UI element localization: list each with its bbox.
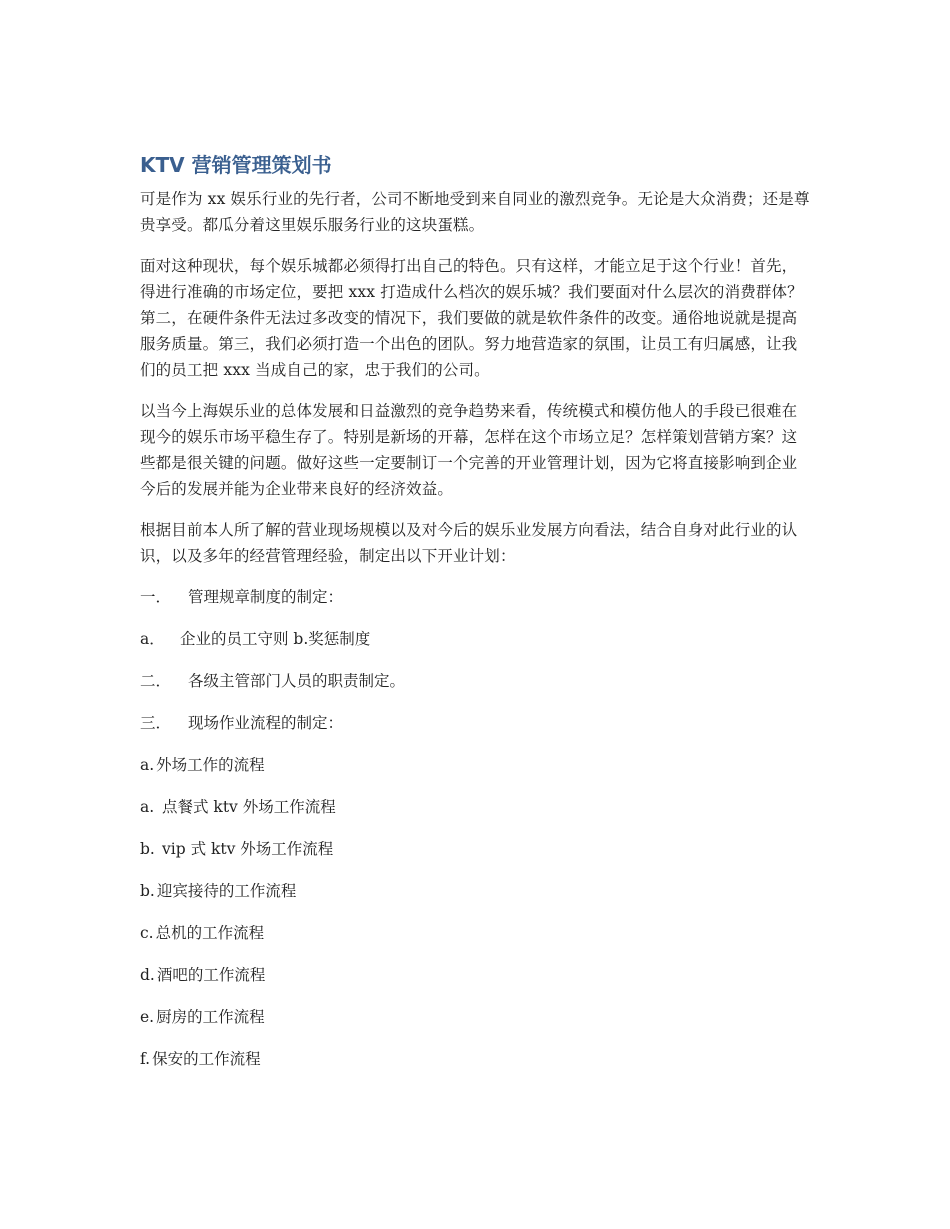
list-item-text: 点餐式 ktv 外场工作流程	[162, 798, 336, 816]
list-item	[140, 920, 812, 946]
document-body	[140, 150, 812, 1088]
list-marker: b.	[140, 840, 155, 858]
list-item	[140, 962, 812, 988]
list-marker: a.	[140, 756, 155, 774]
list-marker: f.	[140, 1050, 151, 1068]
list-marker: d.	[140, 966, 155, 984]
list-item-text: 管理规章制度的制定：	[188, 588, 344, 606]
list-item	[140, 626, 812, 652]
paragraph-intro: 可是作为 xx 娱乐行业的先行者，公司不断地受到来自同业的激烈竞争。无论是大众消费；还是尊贵享受。都瓜分着这里娱乐服务行业的这块蛋糕。	[140, 190, 810, 234]
list-item	[140, 878, 812, 904]
list-item	[140, 794, 812, 820]
list-item-text: 企业的员工守则 b.奖惩制度	[180, 630, 371, 648]
list-item-text: 各级主管部门人员的职责制定。	[188, 672, 406, 690]
list-marker: c.	[140, 924, 154, 942]
list-item-text: 外场工作的流程	[156, 756, 265, 774]
list-item	[140, 1046, 812, 1072]
paragraph-market: 以当今上海娱乐业的总体发展和日益激烈的竞争趋势来看，传统模式和模仿他人的手段已很难在现今的娱乐市场平稳生存了。特别是新场的开幕，怎样在这个市场立足？怎样策划营销方案？这些都是很关键的问题。做好这些一定要制订一个完善的开业管理计划，因为它将直接影响到企业今后的发展并能为企业带来良好的经济效益。	[140, 402, 798, 498]
paragraph-situation: 面对这种现状，每个娱乐城都必须得打出自己的特色。只有这样，才能立足于这个行业！首先，得进行准确的市场定位，要把 xxx 打造成什么档次的娱乐城？我们要面对什么层次的消费群体？第二，在硬件条件无法过多改变的情况下，我们要做的就是软件条件的改变。通俗地说就是提高服务质量。第三，我们必须打造一个出色的团队。努力地营造家的氛围，让员工有归属感，让我们的员工把 xxx 当成自己的家，忠于我们的公司。	[140, 257, 803, 379]
list-marker: 一．	[140, 588, 172, 606]
list-marker: b.	[140, 882, 155, 900]
list-item	[140, 584, 812, 610]
list-marker: e.	[140, 1008, 155, 1026]
list-item-text: 厨房的工作流程	[156, 1008, 265, 1026]
list-item	[140, 752, 812, 778]
list-marker: 二．	[140, 672, 172, 690]
list-marker: a．	[140, 630, 165, 648]
list-item	[140, 668, 812, 694]
list-item	[140, 836, 812, 862]
list-item-text: 总机的工作流程	[155, 924, 265, 942]
list-marker: 三．	[140, 714, 172, 732]
document-title: KTV 营销管理策划书	[140, 153, 332, 177]
list-item-text: 保安的工作流程	[152, 1050, 261, 1068]
list-item-text: 酒吧的工作流程	[156, 966, 266, 984]
list-item	[140, 1004, 812, 1030]
list-marker: a.	[140, 798, 155, 816]
paragraph-plan-intro: 根据目前本人所了解的营业现场规模以及对今后的娱乐业发展方向看法，结合自身对此行业的认识，以及多年的经营管理经验，制定出以下开业计划：	[140, 521, 798, 565]
list-item-text: vip 式 ktv 外场工作流程	[162, 840, 334, 858]
list-item-text: 迎宾接待的工作流程	[156, 882, 297, 900]
list-item	[140, 710, 812, 736]
list-item-text: 现场作业流程的制定：	[188, 714, 344, 732]
